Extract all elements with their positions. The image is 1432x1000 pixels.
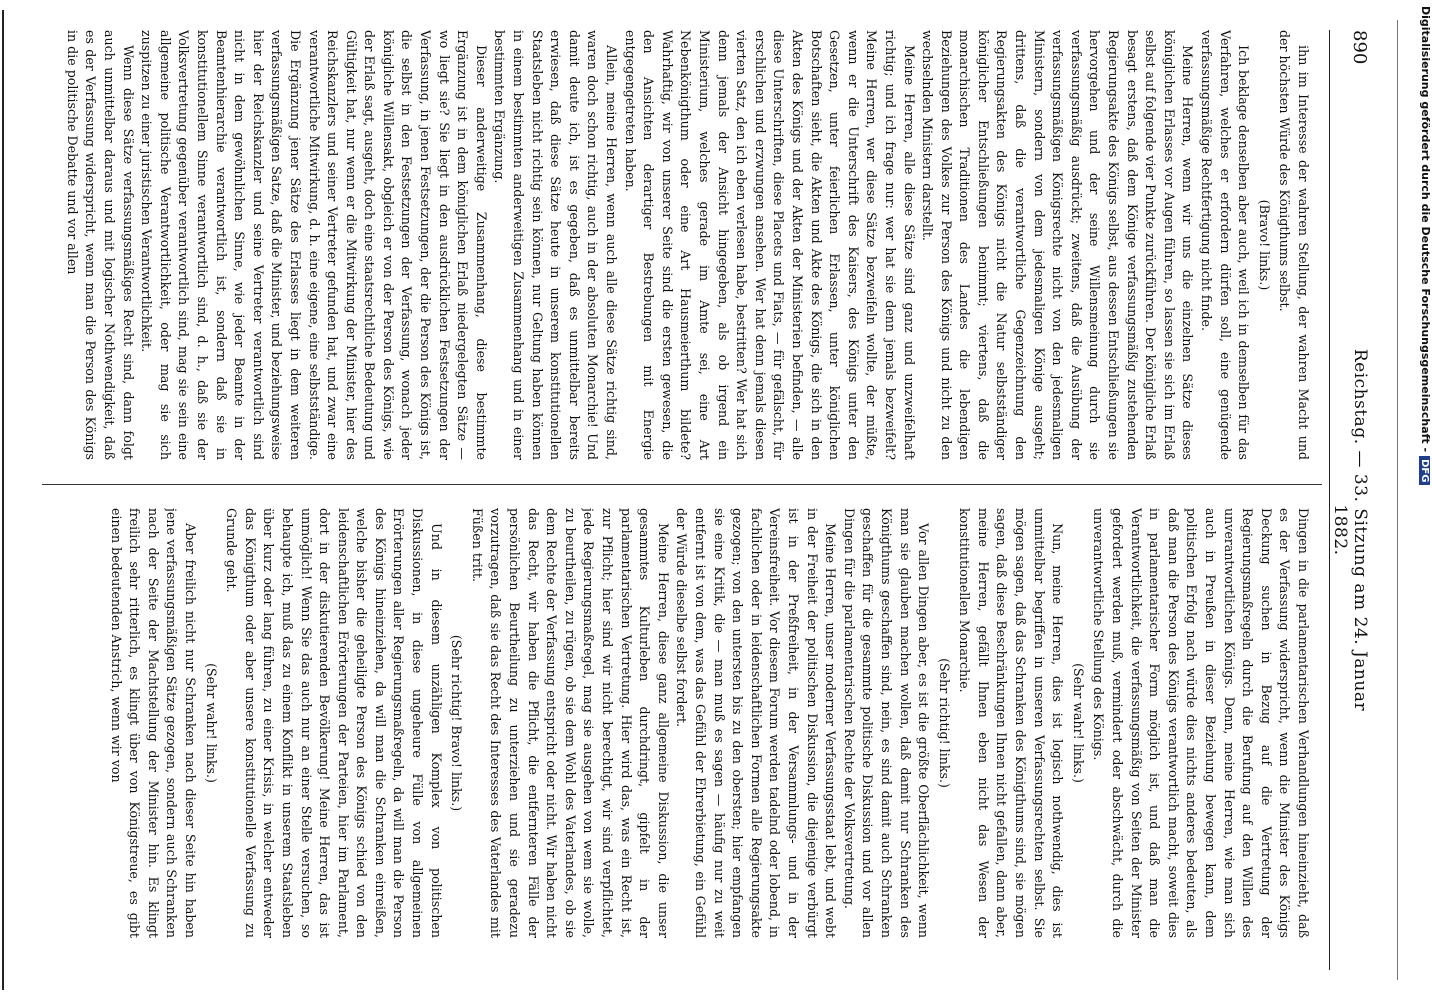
paragraph: Dieser anderweitige Zusammenhang, diese bestimmte Ergänzung ist in dem königlichen Erlaß niedergelegten Sätze — wo liegt sie? Sie liegt in den ausdrücklichen Festsetzungen der Verfassung, in jenen Festsetzungen, der die Person des Königs ist, die selbst in den Festsetzungen der Verfassung, wonach jeder königliche Willensakt, obgleich er von der Person des Königs, wie der Erlaß sagt, ausgeht, doch eine staatsrechtliche Bedeutung und Gültigkeit hat, nur wenn er die Mitwirkung der Minister, hier des Reichskanzlers und seiner Vertreter gefunden hat, und zwar eine verantwortliche Mitwirkung, d. h. eine eigene, eine selbstständige. Die Ergänzung jener Sätze des Erlasses liegt in dem weiteren verfassungsmäßigen Satze, daß die Minister, und beziehungsweise hier der Reichskanzler und seine Vertreter verantwortlich sind nicht in dem gewöhnlichen Sinne, wie jeder Beamte in der Beamtenhierarchie verantwortlich ist, sondern daß sie in konstitutionellem Sinne verantwortlich sind, d. h., daß sie der Volksvertretung gegenüber verantwortlich sind, mag sie sein eine allgemeine politische Verantwortlichkeit, oder mag sie sich zuspitzen zu einer juristischen Verantwortlichkeit. [139,30,489,460]
running-title: Reichstag. — 33. Sitzung am 24. Januar 1882. [1330,348,1370,712]
digitization-credit [1418,6,1432,996]
paragraph: Dingen in die parlamentarischen Verhandlungen hineinzieht, daß es der Verfassung widerspricht, wenn die Minister des Königs Deckung suchen in Bezug auf die Vertretung der Regierungsmaßregeln durch die Berufung auf den Willen des unverantwortlichen Königs. Denn, meine Herren, wie man sich auch in Preußen in dieser Beziehung bewegen kann, dem politischen Erfolg nach würde dies nichts anderes bedeuten, als daß man die Person des Königs verantwortlich macht, soweit dies in parlamentarischer Form möglich ist, und daß man die Verantwortlichkeit, die verfassungsmäßig von Seiten der Minister gefordert werden muß, vermindert oder abschwächt, durch die unverantwortliche Stellung des Königs. [1091,508,1311,938]
credit-text: Digitalisierung gefördert durch die Deutsche Forschungsgemeinschaft - [1419,6,1432,453]
header-rule [1329,30,1330,970]
column-divider [42,484,1322,485]
paragraph: ihn im Interesse der wahren Stellung, der wahren Macht und der höchsten Würde des Königthums selbst. [1277,30,1311,460]
paragraph: Vor allen Dingen aber, es ist die größte Oberflächlichkeit, wenn man sie glauben machen wollen, daß damit nur Schranken des Königthums geschaffen sind, nein, es sind damit auch Schranken geschaffen für die gesammte politische Diskussion und vor allen Dingen für die parlamentarischen Rechte der Volksvertretung. [841,508,932,938]
paragraph: Ich beklage denselben aber auch, weil ich in demselben für das Verfahren, welches er erfordern dürfen soll, eine genügende verfassungsmäßige Rechtfertigung nicht finde. [1199,30,1252,460]
margin-rule [1397,20,1398,980]
interjection: (Bravo! links.) [1256,199,1272,291]
interjection: (Sehr wahr! links.) [1070,663,1086,783]
rotated-page-content [30,30,1390,970]
interjection: (Sehr wahr! links.) [203,663,219,783]
paragraph: Meine Herren, diese ganz allgemeine Diskussion, die unser gesammtes Kulturleben durchdringt, gipfelt in der parlamentarischen Vertretung. Hier wird das, was ein Recht ist, zur Pflicht; hier sind wir nicht berechtigt, wir sind verpflichtet, jede Regierungsmaßregel, mag sie ausgehen von wem sie wolle, zu beurtheilen, zu rügen, ob sie dem Wohl des Vaterlandes, ob sie dem Rechte der Verfassung entspricht oder nicht. Wir haben nicht das Recht, wir haben die Pflicht, die entfernteren Fälle der persönlichen Beurtheilung zu unterziehen und sie geradezu vorzutragen, daß sie das Recht des Interesses des Vaterlandes mit Füßen tritt. [469,508,671,938]
paragraph: Nun, meine Herren, dies ist logisch nothwendig, dies ist unmittelbar begriffen in unseren Verfassungsrechten selbst. Sie mögen sagen, daß das Schranken des Königthums sind, sie mögen sagen, daß diese Beschränkungen Ihnen nicht gefallen, dann aber, meine Herren, gefällt Ihnen eben nicht das Wesen der konstitutionellen Monarchie. [957,508,1066,938]
page-edge-mark [2,10,8,990]
paragraph: Meine Herren, wenn wir uns die einzelnen Sätze dieses königlichen Erlasses vor Augen führen, so lassen sie sich im Erlaß selbst auf folgende vier Punkte zurückführen. Der königliche Erlaß besagt erstens, daß dem Könige verfassungsmäßig zustehenden Regierungsakte des Königs selbst, aus dessen Entschließungen sie hervorgehen und der seine Willensmeinung durch sie verfassungsmäßig ausdrückt; zweitens, daß die Ausübung der verfassungsmäßigen Königsrechte nicht von den jedesmaligen Ministern, sondern von dem jedesmaligen Könige ausgeht; drittens, daß die verantwortliche Gegenzeichnung den Regierungsakten des Königs nicht die Natur selbstständiger königlicher Entschließungen benimmt; viertens, daß die monarchischen Traditionen des Landes die lebendigen Beziehungen des Volkes zur Person des Königs und nicht zu den wechselnden Ministern darstellt. [920,30,1196,460]
page-header [1330,30,1390,970]
paragraph: Allein, meine Herren, wenn auch alle diese Sätze richtig sind, waren doch schon richtig, auch in der absoluten Monarchie! Und damit deute ich, ist es gegeben, daß es unmittelbar bereits erwiesen, daß diese Sätze heute in unserem konstitutionellen Staatsleben nicht richtig sein können, nur Geltung haben können in einem bestimmten anderweitigen Zusammenhang und in einer bestimmten Ergänzung. [492,30,620,460]
dfg-logo: DFG [1419,456,1430,485]
paragraph: Wenn diese Sätze verfassungsmäßiges Recht sind, dann folgt auch unmittelbar daraus und mit logischer Nothwendigkeit, daß es der Verfassung widerspricht, wenn man die Person des Königs in die politische Debatte und vor allen [64,30,136,460]
text-column-right [42,508,1312,938]
paragraph: Aber freilich nicht nur Schranken nach dieser Seite hin haben jene verfassungsmäßigen Sätze gezogen, sondern auch Schranken nach der Seite der Machtstellung der Minister hin. Es klingt freilich sehr ritterlich, es klingt über von Königstreue, es gibt einen bedeutenden Anstrich, wenn wir von [108,508,198,938]
paragraph: Und in diesem unzähligen Komplex von politischen Diskussionen, in diese ungeheure Fülle von allgemeinen Erörterungen aller Regierungsmaßregeln, da will man die Person des Königs hineinziehen, da will man die Schranken einreißen, welche bisher die geheiligte Person des Königs schied von den leidenschaftlichen Erörterungen der Parteien, hier im Parlament, dort in der diskutierenden Bevölkerung! Meine Herren, das ist unmöglich! Wenn Sie das auch nur an einer Stelle versuchen, so behaupte ich, muß das zu einem Konflikt in unserem Staatsleben über kurz oder lang führen, zu einer Krisis, in welcher entweder das Königthum oder aber unsere konstitutionelle Verfassung zu Grunde geht. [224,508,444,938]
text-column-left [42,30,1312,460]
interjection: (Sehr richtig! links.) [936,658,952,788]
paragraph: Meine Herren, alle diese Sätze sind ganz und unzweifelhaft richtig; und ich frage nur: wer hat sie denn jemals bezweifelt? Meine Herren, wer diese Sätze bezweifeln wollte, der müßte, wenn er die Unterschrift des Kaisers, des Königs unter den Gesetzen, unter feierlichen Erlassen, unter königlichen Botschaften sieht, die Akten und Akte des Königs, die sich in den Akten des Königs und der Akten der Ministerien befinden, — alle diese Unterschriften, diese Placets und Fiats, — für gefälscht, für erschlichen und erzwungen ansehen. Wer hat denn jemals diesen vierten Satz, den ich eben verlesen habe, bestritten? Wer hat sich denn jemals der Ansicht hingegeben, als ob irgend ein Ministerium, welches gerade im Amte sei, eine Art Nebenkönigthum oder eine Art Hausmeierthum bildete? Wahrhaftig, wir von unserer Seite sind die ersten gewesen, die den Ansichten derartiger Bestrebungen mit Energie entgegengetreten haben. [622,30,917,460]
paragraph: Meine Herren, unser moderner Verfassungsstaat lebt, und webt in der Freiheit der politischen Diskussion, die diejenige verbürgt ist in der Preßfreiheit, in der Versammlungs- und in der Vereinsfreiheit. Vor diesem Forum werden tadelnd oder lobend, in fachlichen oder in leidenschaftlichen Formen alle Regierungsakte gezogen; von den untersten bis zu den obersten; hier empfangen sie eine Kritik, die — man muß es sagen — häufig nur zu weit entfernt ist von dem, was das Gefühl der Ehrerbietung, ein Gefühl der Würde dieselbe selbst fordert. [674,508,839,938]
interjection: (Sehr richtig! Bravo! links.) [449,634,465,812]
page-number: 890 [1349,30,1370,65]
